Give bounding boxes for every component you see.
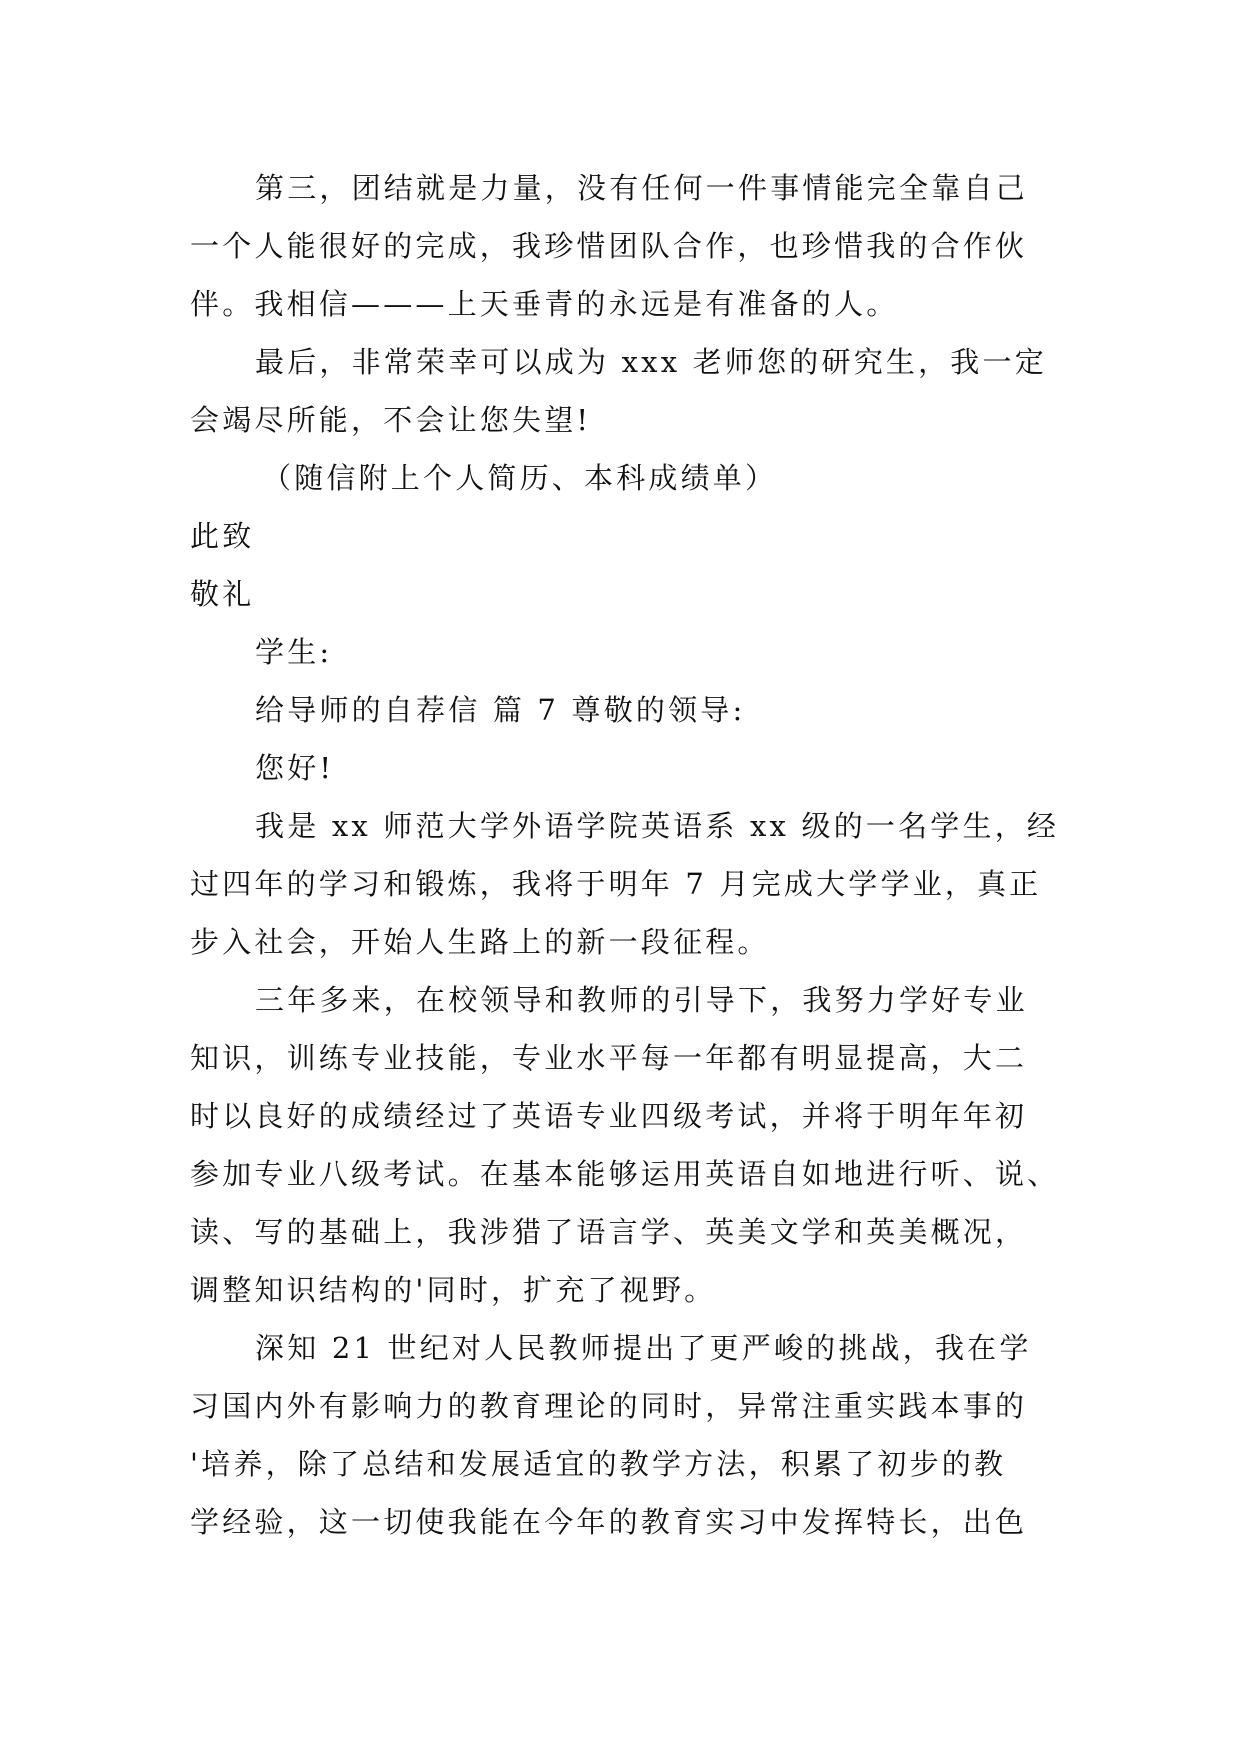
closing-salutation: 此致 [190,519,255,553]
paragraph-line: 习国内外有影响力的教育理论的同时，异常注重实践本事的 [190,1389,1028,1423]
paragraph-line: 我是 xx 师范大学外语学院英语系 xx 级的一名学生，经 [255,809,1060,843]
closing-regards: 敬礼 [190,577,255,611]
paragraph-line: 时以良好的成绩经过了英语专业四级考试，并将于明年年初 [190,1099,1028,1133]
paragraph-line: 伴。我相信———上天垂青的永远是有准备的人。 [190,287,899,321]
paragraph-line: 学经验，这一切使我能在今年的教育实习中发挥特长，出色 [190,1505,1028,1539]
paragraph-line: 读、写的基础上，我涉猎了语言学、英美文学和英美概况， [190,1215,1028,1249]
paragraph-line: 一个人能很好的完成，我珍惜团队合作，也珍惜我的合作伙 [190,229,1028,263]
paragraph-line: 三年多来，在校领导和教师的引导下，我努力学好专业 [255,983,1028,1017]
paragraph-line: 深知 21 世纪对人民教师提出了更严峻的挑战，我在学 [255,1331,1032,1365]
signature-label: 学生: [255,635,333,669]
paragraph-line: 第三，团结就是力量，没有任何一件事情能完全靠自己 [255,171,1028,205]
section-heading: 给导师的自荐信 篇 7 尊敬的领导: [255,693,746,727]
paragraph-line: 步入社会，开始人生路上的新一段征程。 [190,925,770,959]
paragraph-line: 知识，训练专业技能，专业水平每一年都有明显提高，大二 [190,1041,1028,1075]
greeting: 您好! [255,751,335,785]
paragraph-line: 会竭尽所能，不会让您失望! [190,403,592,437]
paragraph-line: 调整知识结构的'同时，扩充了视野。 [190,1273,717,1307]
paragraph-line: '培养，除了总结和发展适宜的教学方法，积累了初步的教 [190,1447,1007,1481]
attachment-note: （随信附上个人简历、本科成绩单） [262,461,778,495]
paragraph-line: 参加专业八级考试。在基本能够运用英语自如地进行听、说、 [190,1157,1060,1191]
paragraph-line: 最后，非常荣幸可以成为 xxx 老师您的研究生，我一定 [255,345,1047,379]
paragraph-line: 过四年的学习和锻炼，我将于明年 7 月完成大学学业，真正 [190,867,1042,901]
